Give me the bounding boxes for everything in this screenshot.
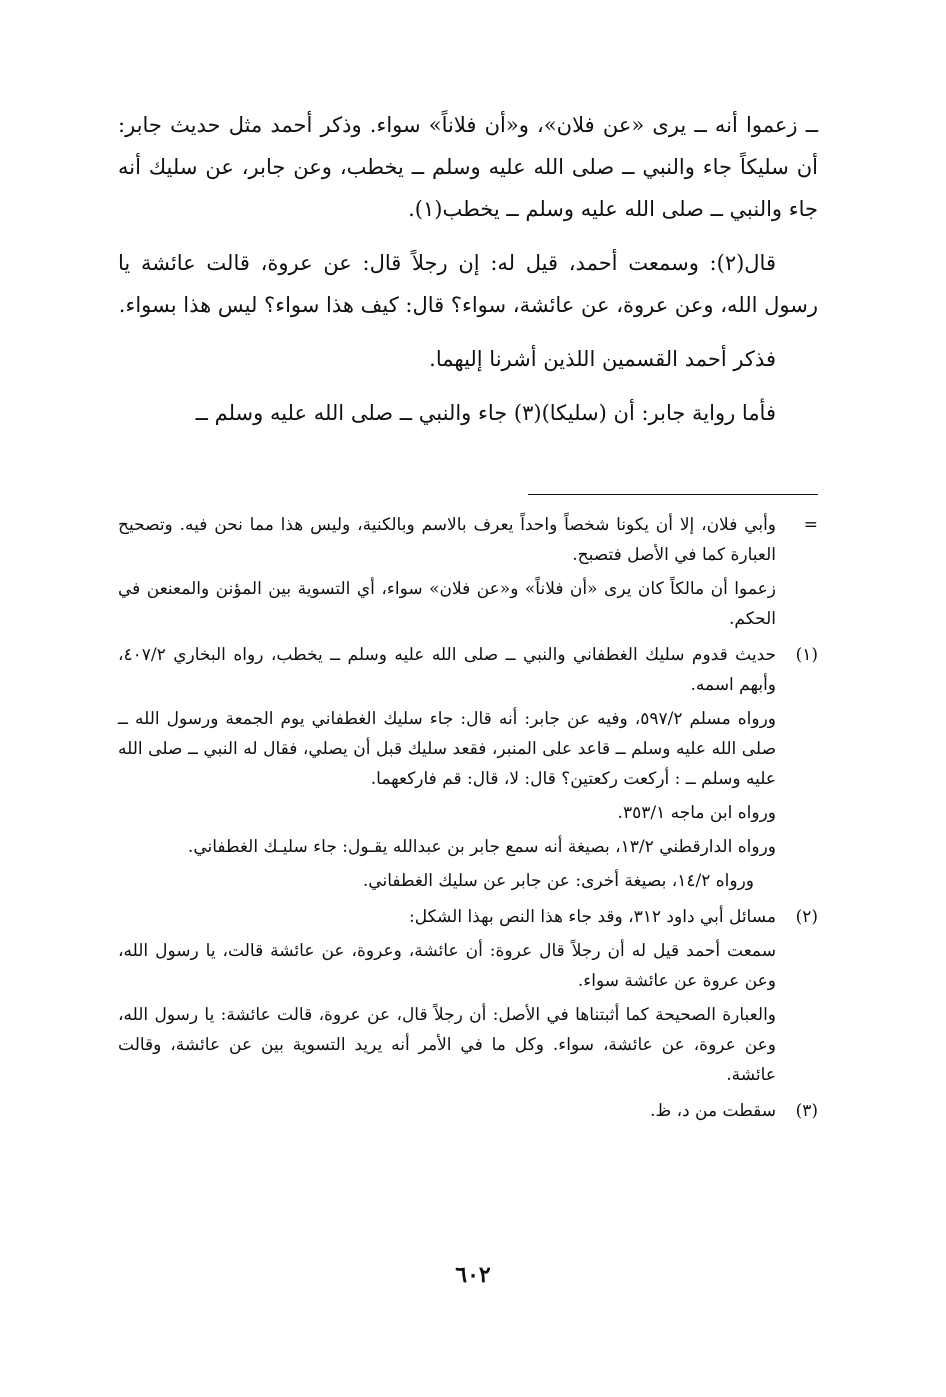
footnote-marker: (١) — [795, 645, 818, 665]
footnote-paragraph: ورواه ١٤/٢، بصيغة أخرى: عن جابر عن سليك الغطفاني. — [362, 871, 754, 891]
footnote-marker: = — [803, 515, 818, 535]
footnote-paragraph: زعموا أن مالكاً كان يرى «أن فلاناً» و«عن فلان» سواء، أي التسوية بين المؤنن والمعنعن في الحكم. — [118, 579, 776, 629]
footnote-paragraph: سمعت أحمد قيل له أن رجلاً قال عروة: أن عائشة، وعروة، عن عائشة قالت، يا رسول الله، وعن عروة عن عائشة سواء. — [118, 941, 776, 991]
footnote-paragraph: ورواه الدارقطني ١٣/٢، بصيغة أنه سمع جابر بن عبدالله يقـول: جاء سليـك الغطفاني. — [187, 837, 776, 857]
footnote-paragraph: وأبي فلان، إلا أن يكونا شخصاً واحداً يعرف بالاسم وبالكنية، وليس هذا مما نحن فيه. وتصحيح العبارة كما في الأصل فتصبح. — [118, 515, 776, 565]
main-paragraph-2: قال(٢): وسمعت أحمد، قيل له: إن رجلاً قال: عن عروة، قالت عائشة يا رسول الله، وعن عروة، عن عائشة، سواء؟ قال: كيف هذا سواء؟ ليس هذا بسواء. — [118, 251, 818, 317]
footnote-marker: (٢) — [795, 907, 818, 927]
footnote-1 — [118, 640, 818, 896]
footnote-separator — [528, 494, 818, 495]
footnotes — [118, 510, 818, 1132]
main-text — [118, 104, 818, 446]
footnote-continuation — [118, 510, 818, 634]
footnote-paragraph: ورواه مسلم ٥٩٧/٢، وفيه عن جابر: أنه قال: جاء سليك الغطفاني يوم الجمعة ورسول الله ــ صلى الله عليه وسلم ــ قاعد على المنبر، فقعد سليك قبل أن يصلي، فقال له النبي ــ صلى الله عليه وسلم ــ : أركعت ركعتين؟ قال: لا، قال: قم فاركعهما. — [118, 709, 776, 789]
main-paragraph-4: فأما رواية جابر: أن (سليكا)(٣) جاء والنبي ــ صلى الله عليه وسلم ــ — [195, 401, 776, 425]
footnote-paragraph: ورواه ابن ماجه ٣٥٣/١. — [617, 803, 776, 823]
page-number: ٦٠٢ — [455, 1262, 491, 1288]
footnote-paragraph: سقطت من د، ظ. — [650, 1101, 776, 1121]
footnote-3 — [118, 1096, 818, 1126]
main-paragraph-3: فذكر أحمد القسمين اللذين أشرنا إليهما. — [429, 347, 776, 371]
footnote-paragraph: مسائل أبي داود ٣١٢، وقد جاء هذا النص بهذا الشكل: — [409, 907, 776, 927]
main-paragraph-1: ــ زعموا أنه ــ يرى «عن فلان»، و«أن فلاناً» سواء. وذكر أحمد مثل حديث جابر: أن سليكاً جاء والنبي ــ صلى الله عليه وسلم ــ يخطب، وعن جابر، عن سليك أنه جاء والنبي ــ صلى الله عليه وسلم ــ يخطب(١). — [118, 113, 818, 221]
footnote-paragraph: والعبارة الصحيحة كما أثبتناها في الأصل: أن رجلاً قال، عن عروة، قالت عائشة: يا رسول الله، وعن عروة، عن عائشة، سواء. وكل ما في الأمر أنه يريد التسوية بين عن عائشة، وقالت عائشة. — [118, 1005, 776, 1085]
footnote-marker: (٣) — [795, 1101, 818, 1121]
footnote-paragraph: حديث قدوم سليك الغطفاني والنبي ــ صلى الله عليه وسلم ــ يخطب، رواه البخاري ٤٠٧/٢، وأبهم اسمه. — [118, 645, 776, 695]
footnote-2 — [118, 902, 818, 1090]
